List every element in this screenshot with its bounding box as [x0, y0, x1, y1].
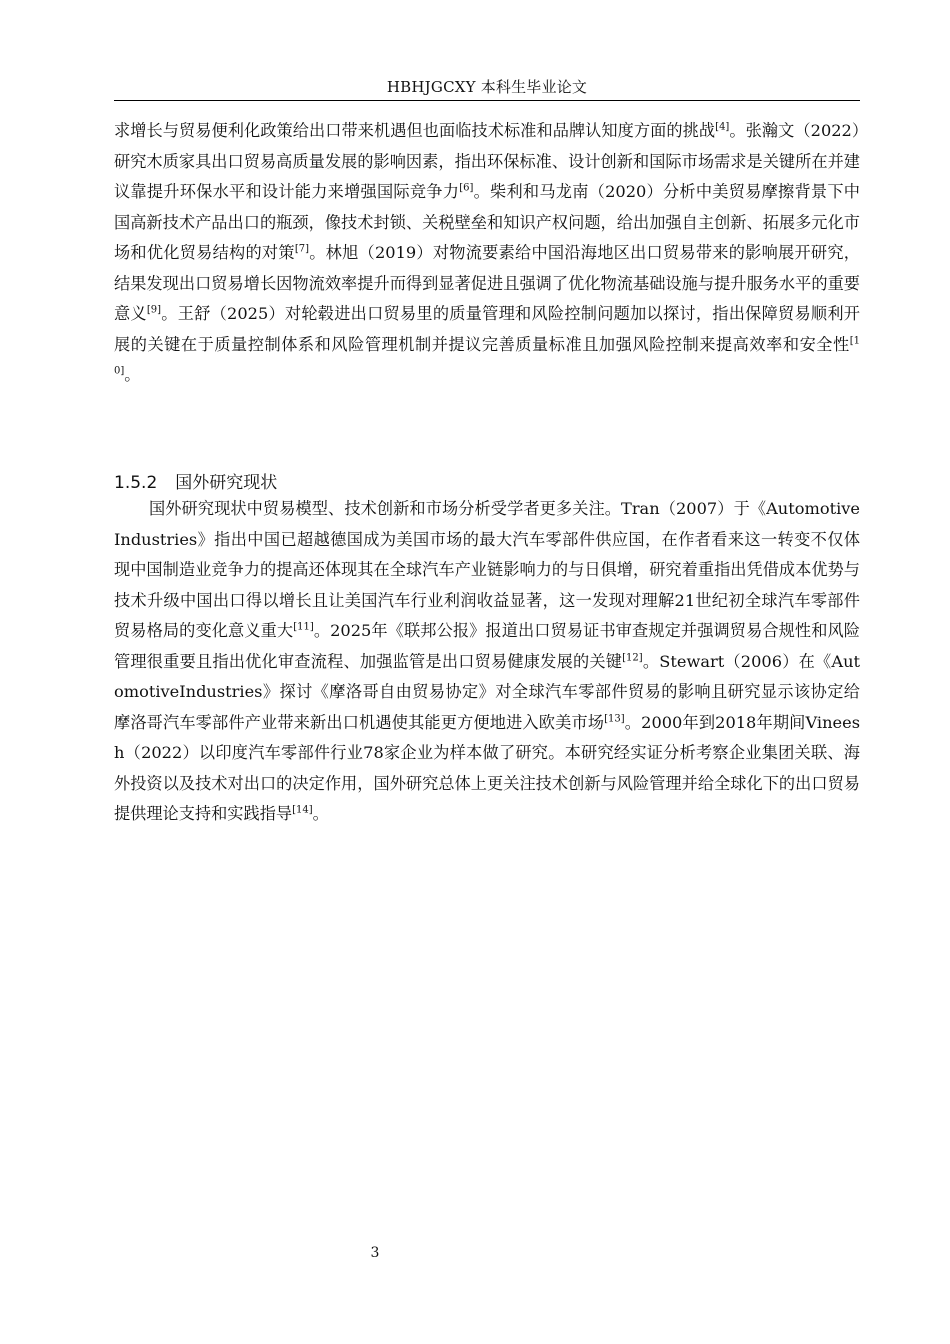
- section-title: 国外研究现状: [175, 473, 278, 494]
- body-block-1: [114, 116, 860, 391]
- text-run: 。张瀚文（2022）研究木质家具出口贸易高质量发展的影响因素，指出环保标准、设计创新和国际市场需求是关键所在并建议靠提升环保水平和设计能力来增强国际竞争力: [114, 121, 860, 201]
- citation-marker: [11]: [293, 621, 314, 633]
- text-run: 国外研究现状中贸易模型、技术创新和市场分析受学者更多关注。Tran（2007）于《AutomotiveIndustries》指出中国已超越德国成为美国市场的最大汽车零部件供应国，在作者看来这一转变不仅体现中国制造业竞争力的提高还体现其在全球汽车产业链影响力的与日俱增，研究着重指出凭借成本优势与技术升级中国出口得以增长且让美国汽车行业利润收益显著，这一发现对理解21世纪初全球汽车零部件贸易格局的变化意义重大: [114, 499, 860, 640]
- text-run: 。王舒（2025）对轮毂进出口贸易里的质量管理和风险控制问题加以探讨，指出保障贸易顺利开展的关键在于质量控制体系和风险管理机制并提议完善质量标准且加强风险控制来提高效率和安全性: [114, 304, 860, 354]
- citation-marker: [6]: [459, 182, 474, 194]
- header-rule: [114, 100, 860, 101]
- text-run: 。2000年到2018年期间Vineesh（2022）以印度汽车零部件行业78家企业为样本做了研究。本研究经实证分析考察企业集团关联、海外投资以及技术对出口的决定作用，国外研究总体上更关注技术创新与风险管理并给全球化下的出口贸易提供理论支持和实践指导: [114, 712, 860, 823]
- text-run: 。Stewart（2006）在《AutomotiveIndustries》探讨《摩洛哥自由贸易协定》对全球汽车零部件贸易的影响且研究显示该协定给摩洛哥汽车零部件产业带来新出口机遇使其能更方便地进入欧美市场: [114, 651, 860, 732]
- citation-marker: [12]: [622, 652, 643, 664]
- citation-marker: [14]: [292, 804, 313, 816]
- citation-marker: [9]: [146, 304, 162, 316]
- text-run: 。2025年《联邦公报》报道出口贸易证书审查规定并强调贸易合规性和风险管理很重要且指出优化审查流程、加强监管是出口贸易健康发展的关键: [114, 621, 860, 671]
- citation-marker: [10]: [114, 335, 860, 377]
- page-number: 3: [370, 1245, 380, 1261]
- citation-marker: [4]: [715, 121, 730, 133]
- running-header: HBHJGCXY 本科生毕业论文: [386, 78, 588, 96]
- text-run: 求增长与贸易便利化政策给出口带来机遇但也面临技术标准和品牌认知度方面的挑战: [114, 121, 716, 140]
- section-heading: [114, 471, 277, 495]
- paragraph-foreign-review: [114, 494, 860, 830]
- paragraph-domestic-review: [114, 116, 860, 391]
- body-block-2: [114, 494, 860, 830]
- text-run: 。: [124, 365, 141, 384]
- text-run: 。林旭（2019）对物流要素给中国沿海地区出口贸易带来的影响展开研究，结果发现出口贸易增长因物流效率提升而得到显著促进且强调了优化物流基础设施与提升服务水平的重要意义: [114, 243, 860, 323]
- text-run: 。柴利和马龙南（2020）分析中美贸易摩擦背景下中国高新技术产品出口的瓶颈，像技术封锁、关税壁垒和知识产权问题，给出加强自主创新、拓展多元化市场和优化贸易结构的对策: [114, 182, 860, 262]
- citation-marker: [13]: [604, 713, 625, 725]
- citation-marker: [7]: [294, 243, 309, 255]
- section-number: 1.5.2: [114, 473, 158, 494]
- text-run: 。: [312, 804, 329, 823]
